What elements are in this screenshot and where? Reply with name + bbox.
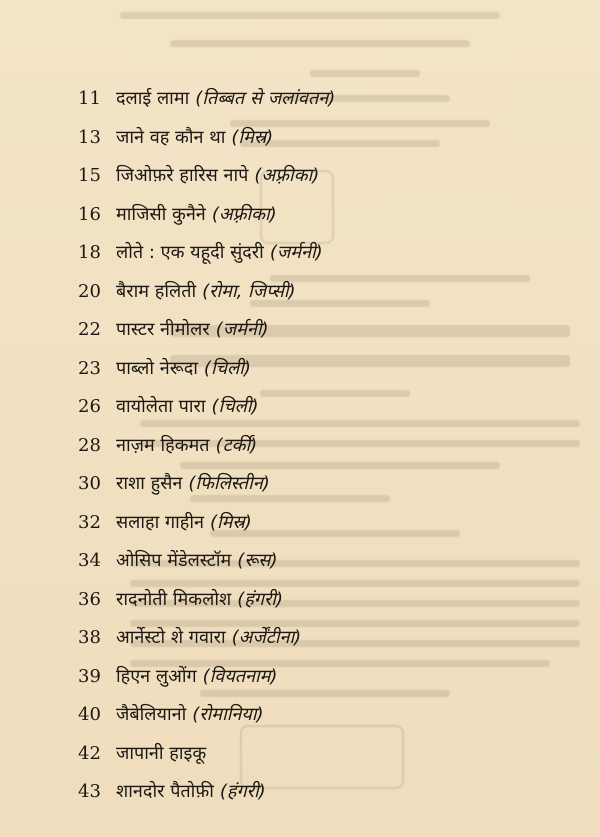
poem-origin: (रोमानिया) [192,704,264,725]
poem-title: रादनोती मिकलोश [116,588,232,610]
poem-origin: (टर्की) [215,434,258,456]
poem-origin: (मिस्र) [209,511,252,533]
toc-entry [78,202,578,241]
poem-title: जिओफ़रे हारिस नापे [116,165,249,186]
poem-title: माजिसी कुनैने [116,203,206,225]
poem-origin: (फिलिस्तीन) [188,473,270,494]
page-number: 15 [78,165,101,186]
poem-title: राशा हुसैन [116,473,183,494]
page-number: 42 [78,742,101,764]
page-number: 16 [78,203,101,225]
toc-entry [78,702,578,741]
poem-title: बैराम हलिती [116,280,197,302]
poem-origin: (जर्मनी) [269,242,323,263]
poem-origin: (तिब्बत से जलांवतन) [195,88,336,109]
page-number: 11 [78,88,101,109]
poem-title: शानदोर पैतोफ़ी [116,781,214,802]
poem-title: ओसिप मेंडेलस्टॉम [116,550,232,571]
toc-entry [78,279,578,318]
toc-entry [78,779,578,818]
poem-origin: (वियतनाम) [202,665,278,687]
page-number: 38 [78,627,101,648]
page-number: 32 [78,511,101,533]
toc-entry [78,510,578,549]
poem-origin: (हंगरी) [219,781,266,802]
toc-entry [78,471,578,510]
poem-title: जापानी हाइकू [116,742,207,764]
poem-origin: (रूस) [237,550,278,571]
page-number: 39 [78,665,101,687]
table-of-contents [78,86,578,818]
poem-origin: (चिली) [211,396,259,417]
poem-origin: (अफ़्रीका) [254,165,320,186]
toc-entry [78,664,578,703]
poem-title: पाब्लो नेरूदा [116,357,198,379]
page-number: 26 [78,396,101,417]
toc-entry [78,625,578,664]
toc-entry [78,317,578,356]
poem-origin: (हंगरी) [237,588,283,610]
toc-entry [78,433,578,472]
poem-title: जाने वह कौन था [116,126,226,148]
poem-title: आर्नेस्टो शे गवारा [116,627,226,648]
page-number: 13 [78,126,101,148]
poem-origin: (अर्जेंटीना) [231,627,302,648]
toc-entry [78,548,578,587]
poem-origin: (जर्मनी) [215,319,269,340]
toc-entry [78,125,578,164]
toc-entry [78,741,578,780]
page-number: 36 [78,588,101,610]
page-number: 23 [78,357,101,379]
poem-title: दलाई लामा [116,88,190,109]
toc-entry [78,163,578,202]
toc-entry [78,394,578,433]
page-number: 22 [78,319,101,340]
poem-title: सलाहा गाहीन [116,511,204,533]
poem-title: लोते : एक यहूदी सुंदरी [116,242,264,263]
poem-title: पास्टर नीमोलर [116,319,210,340]
page-number: 28 [78,434,101,456]
poem-origin: (चिली) [203,357,251,379]
poem-title: हिएन लुओंग [116,665,197,687]
page-number: 34 [78,550,101,571]
page-number: 20 [78,280,101,302]
toc-entry [78,587,578,626]
page-number: 40 [78,704,101,725]
poem-title: वायोलेता पारा [116,396,206,417]
toc-entry [78,240,578,279]
toc-entry [78,356,578,395]
toc-entry [78,86,578,125]
page-number: 43 [78,781,101,802]
poem-title: नाज़म हिकमत [116,434,210,456]
poem-title: जैबेलियानो [116,704,187,725]
page-number: 30 [78,473,101,494]
poem-origin: (अफ़्रीका) [211,203,277,225]
page-number: 18 [78,242,101,263]
poem-origin: (मिस्र) [231,126,274,148]
poem-origin: (रोमा, जिप्सी) [202,280,296,302]
